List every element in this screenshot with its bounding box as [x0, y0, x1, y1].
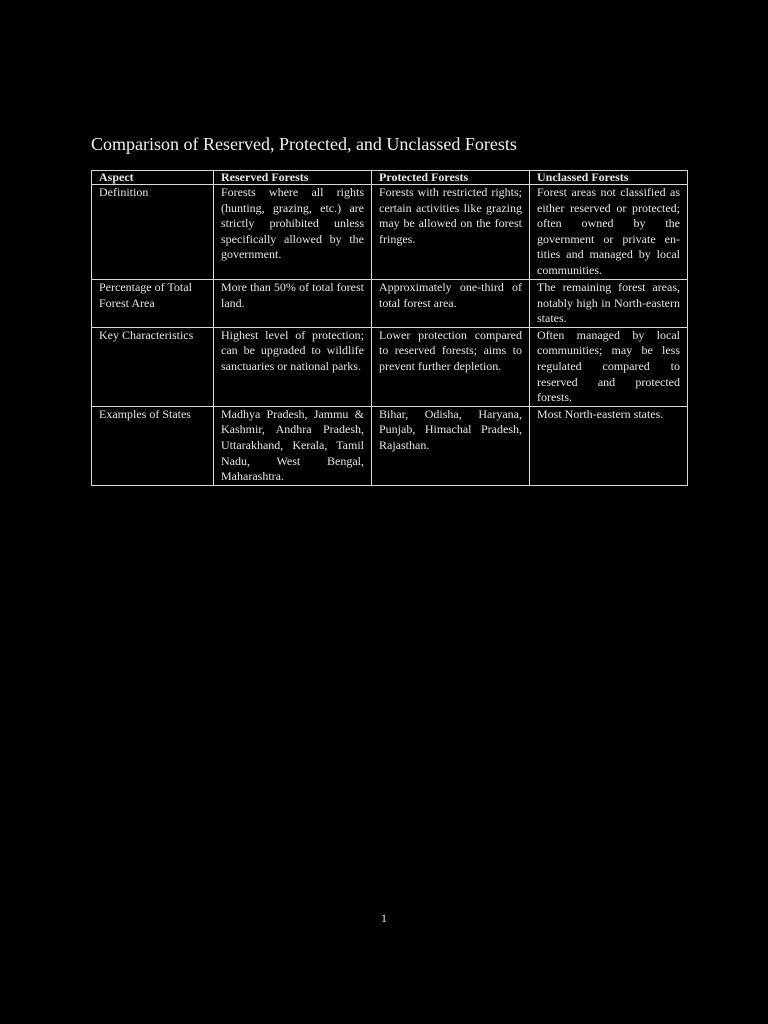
cell-protected: Forests with restricted rights; certain activities like grazing may be allowed on the forest fringes. — [372, 185, 530, 280]
cell-reserved: Highest level of protection; can be upgraded to wildlife sanctuaries or national parks. — [214, 327, 372, 406]
row-aspect-examples-of-states: Examples of States — [92, 406, 214, 485]
cell-unclassed: The remaining forest areas, notably high in North-eastern states. — [530, 280, 688, 328]
table-row — [92, 280, 688, 328]
page-number: 1 — [381, 911, 387, 925]
cell-protected: Approximately one-third of total forest area. — [372, 280, 530, 328]
cell-reserved: Madhya Pradesh, Jammu & Kashmir, Andhra Pradesh, Uttarakhand, Kerala, Tamil Nadu, West Bengal, Maharashtra. — [214, 406, 372, 485]
table-header-row — [92, 171, 688, 185]
cell-unclassed: Most North-eastern states. — [530, 406, 688, 485]
cell-reserved: Forests where all rights (hunting, grazing, etc.) are strictly prohibited unless specifically allowed by the government. — [214, 185, 372, 280]
cell-unclassed: Forest areas not classified as either reserved or protected; often owned by the government or private entities and managed by local communities. — [530, 185, 688, 280]
row-aspect-percentage: Percentage of Total Forest Area — [92, 280, 214, 328]
document-title: Comparison of Reserved, Protected, and Unclassed Forests — [91, 134, 517, 154]
header-aspect: Aspect — [92, 171, 214, 185]
table-row — [92, 406, 688, 485]
row-aspect-key-characteristics: Key Characteristics — [92, 327, 214, 406]
header-reserved-forests: Reserved Forests — [214, 171, 372, 185]
header-unclassed-forests: Unclassed Forests — [530, 171, 688, 185]
forest-comparison-table — [91, 170, 688, 486]
cell-unclassed: Often managed by local communities; may be less regulated compared to reserved and protected forests. — [530, 327, 688, 406]
cell-protected: Lower protection compared to reserved forests; aims to prevent further depletion. — [372, 327, 530, 406]
cell-protected: Bihar, Odisha, Haryana, Punjab, Himachal Pradesh, Rajasthan. — [372, 406, 530, 485]
row-aspect-definition: Definition — [92, 185, 214, 280]
table-row — [92, 185, 688, 280]
table-row — [92, 327, 688, 406]
cell-reserved: More than 50% of total forest land. — [214, 280, 372, 328]
header-protected-forests: Protected Forests — [372, 171, 530, 185]
